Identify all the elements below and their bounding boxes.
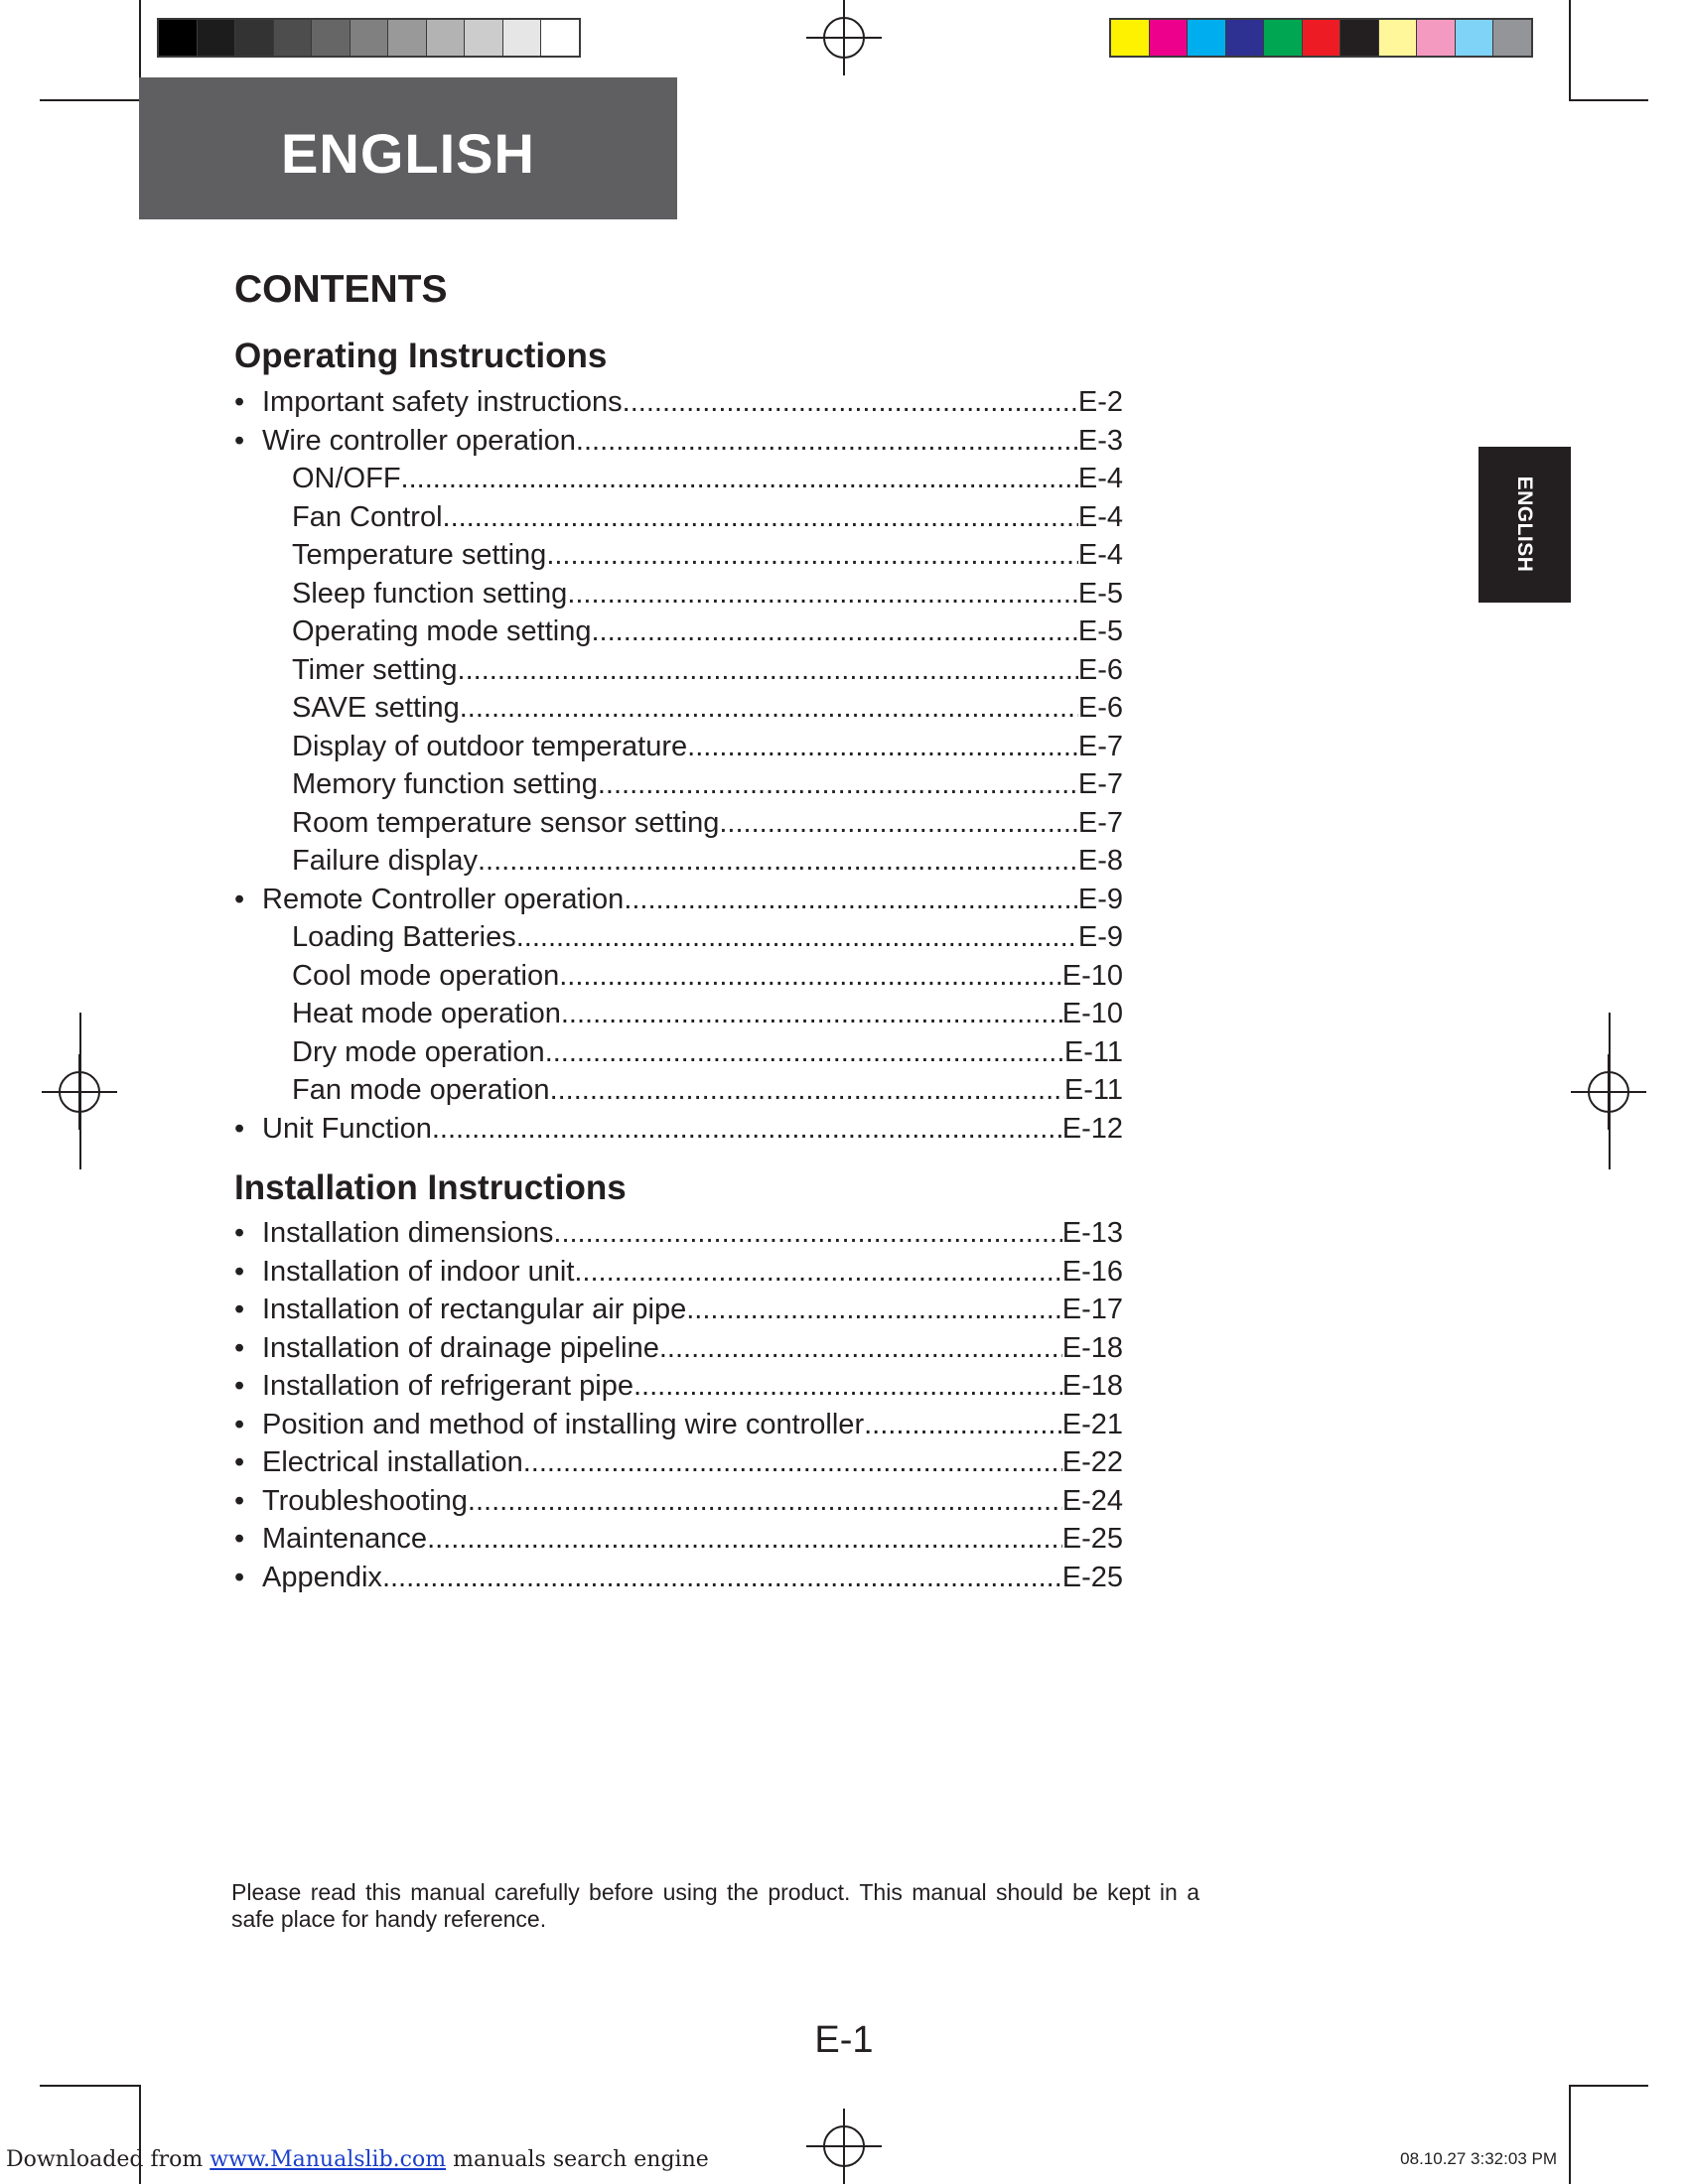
toc-entry-page: E-12 [1061,1112,1123,1145]
toc-entry-label: Installation of refrigerant pipe [262,1370,633,1402]
toc-entry[interactable] [234,1520,1123,1559]
toc-entry[interactable] [234,1443,1123,1482]
toc-entry-label: Important safety instructions [262,386,623,418]
color-swatch [1111,20,1150,56]
toc-entry-label: Heat mode operation [292,998,561,1029]
toc-leader-dots [633,1367,1062,1406]
toc-entry-page: E-4 [1077,463,1123,494]
gray-swatch [159,20,198,56]
toc-entry-label: Installation of drainage pipeline [262,1331,659,1364]
color-swatch [1264,20,1303,56]
toc-entry-label: Appendix [262,1561,382,1593]
color-swatch [1340,20,1379,56]
reading-note: Please read this manual carefully before using the product. This manual should be kept in a safe place for handy reference. [231,1879,1199,1932]
toc-entry[interactable] [234,1253,1123,1292]
toc-entry-page: E-9 [1077,921,1123,953]
color-swatch [1226,20,1265,56]
crop-mark-top-right-h [1569,99,1648,101]
toc-leader-dots [687,728,1078,766]
toc-entry[interactable] [234,460,1123,498]
color-swatch [1188,20,1226,56]
toc-leader-dots [719,804,1077,843]
toc-entry[interactable] [234,881,1123,919]
toc-leader-dots [478,842,1078,881]
gray-swatch [427,20,466,56]
toc-entry-label: Failure display [292,845,478,877]
toc-entry-page: E-17 [1061,1294,1123,1325]
crop-mark-bottom-right-h [1569,2085,1648,2087]
color-swatch [1493,20,1531,56]
toc-entry-label: Installation dimensions [262,1217,554,1249]
toc-leader-dots [864,1406,1062,1444]
toc-entry[interactable] [234,689,1123,728]
toc-leader-dots [567,575,1078,614]
toc-entry-page: E-21 [1061,1408,1123,1440]
toc-entry[interactable] [234,575,1123,614]
toc-entry-label: Fan Control [292,500,443,533]
bullet-icon: • [234,1523,245,1555]
toc-entry-label: Remote Controller operation [262,883,625,915]
gray-swatch [388,20,427,56]
color-swatch [1150,20,1189,56]
toc-entry[interactable] [234,383,1123,422]
gray-swatch [541,20,579,56]
toc-leader-dots [427,1520,1062,1559]
toc-entry-page: E-4 [1077,539,1123,571]
toc-entry[interactable] [234,498,1123,537]
language-side-tab [1478,447,1571,603]
toc-entry[interactable] [234,1291,1123,1329]
toc-leader-dots [458,651,1078,690]
toc-entry-label: SAVE setting [292,692,460,724]
crop-mark-bottom-right-v [1569,2085,1571,2184]
toc-leader-dots [382,1559,1062,1597]
toc-leader-dots [623,383,1078,422]
color-swatch [1379,20,1418,56]
toc-entry[interactable] [234,1559,1123,1597]
page-number: E-1 [814,2019,874,2061]
toc-entry-label: Maintenance [262,1523,428,1555]
toc-entry-label: Memory function setting [292,768,598,800]
toc-entry-page: E-7 [1077,768,1123,800]
toc-entry-page: E-18 [1061,1331,1123,1364]
footer-prefix: Downloaded from [6,2147,211,2172]
toc-entry-page: E-5 [1077,577,1123,610]
toc-entry-label: Room temperature sensor setting [292,806,720,839]
toc-entry[interactable] [234,651,1123,690]
side-tab-label: ENGLISH [1513,476,1536,573]
toc-entry-page: E-9 [1077,883,1123,915]
toc-entry-page: E-6 [1077,692,1123,724]
toc-entry-label: ON/OFF [292,463,401,494]
toc-leader-dots [561,995,1062,1033]
toc-entry-page: E-16 [1061,1255,1123,1288]
toc-leader-dots [546,536,1078,575]
toc-operating-instructions [234,383,1123,1148]
gray-swatch [235,20,274,56]
toc-entry-page: E-8 [1077,845,1123,877]
registration-mark-bottom [806,2109,882,2184]
toc-leader-dots [598,765,1078,804]
bullet-icon: • [234,1217,245,1249]
footer-link[interactable]: www.Manualslib.com [210,2147,447,2172]
toc-entry-page: E-22 [1061,1446,1123,1478]
toc-entry[interactable] [234,728,1123,766]
color-swatch [1303,20,1341,56]
footer-timestamp: 08.10.27 3:32:03 PM [1400,2149,1557,2168]
registration-mark-top [806,0,882,75]
toc-entry-page: E-13 [1061,1217,1123,1249]
bullet-icon: • [234,1484,245,1517]
toc-entry[interactable] [234,1214,1123,1253]
gray-swatch [198,20,236,56]
toc-entry[interactable] [234,918,1123,957]
gray-swatch [312,20,351,56]
toc-leader-dots [624,881,1078,919]
toc-leader-dots [468,1482,1062,1521]
toc-leader-dots [523,1443,1062,1482]
crop-mark-bottom-left-h [40,2085,141,2087]
grayscale-bar [157,18,581,58]
toc-leader-dots [460,689,1078,728]
color-swatch [1417,20,1456,56]
toc-entry-page: E-10 [1061,998,1123,1029]
toc-entry-label: Wire controller operation [262,424,576,457]
bullet-icon: • [234,424,245,457]
gray-swatch [465,20,503,56]
section-heading-operating: Operating Instructions [234,337,608,375]
toc-entry-label: Loading Batteries [292,921,516,953]
toc-entry-label: Position and method of installing wire controller [262,1408,865,1440]
toc-leader-dots [550,1071,1064,1110]
bullet-icon: • [234,1561,245,1593]
toc-entry-page: E-7 [1077,806,1123,839]
toc-entry-label: Dry mode operation [292,1035,545,1068]
bullet-icon: • [234,1112,245,1145]
footer-suffix: manuals search engine [446,2147,709,2172]
gray-swatch [351,20,389,56]
language-banner [139,77,677,219]
toc-leader-dots [591,613,1077,651]
toc-leader-dots [659,1329,1062,1368]
toc-leader-dots [686,1291,1062,1329]
toc-entry[interactable] [234,422,1123,461]
bullet-icon: • [234,1255,245,1288]
toc-entry-page: E-7 [1077,730,1123,762]
registration-line-left [79,1013,81,1169]
contents-title: CONTENTS [234,268,448,311]
toc-entry[interactable] [234,613,1123,651]
toc-leader-dots [432,1110,1062,1149]
toc-entry-label: Temperature setting [292,539,547,571]
toc-entry-page: E-25 [1061,1523,1123,1555]
toc-entry-page: E-11 [1063,1035,1123,1068]
toc-entry[interactable] [234,842,1123,881]
toc-entry[interactable] [234,536,1123,575]
banner-title: ENGLISH [281,122,535,185]
toc-entry-label: Troubleshooting [262,1484,468,1517]
toc-entry[interactable] [234,765,1123,804]
toc-entry-label: Cool mode operation [292,959,560,992]
bullet-icon: • [234,1331,245,1364]
toc-entry[interactable] [234,957,1123,996]
toc-entry[interactable] [234,1482,1123,1521]
footer-download-note [6,2147,709,2172]
toc-entry[interactable] [234,1329,1123,1368]
bullet-icon: • [234,1408,245,1440]
toc-entry[interactable] [234,1367,1123,1406]
bullet-icon: • [234,386,245,418]
toc-entry[interactable] [234,995,1123,1033]
toc-entry-page: E-25 [1061,1561,1123,1593]
color-bar [1109,18,1533,58]
toc-leader-dots [443,498,1078,537]
toc-entry-label: Installation of rectangular air pipe [262,1294,687,1325]
bullet-icon: • [234,883,245,915]
crop-mark-top-right-v [1569,0,1571,101]
section-heading-installation: Installation Instructions [234,1168,627,1207]
toc-entry-page: E-18 [1061,1370,1123,1402]
toc-entry-page: E-10 [1061,959,1123,992]
bullet-icon: • [234,1370,245,1402]
toc-entry-page: E-11 [1063,1074,1123,1106]
toc-entry-label: Operating mode setting [292,615,592,647]
color-swatch [1456,20,1494,56]
toc-entry-page: E-3 [1077,424,1123,457]
toc-entry-label: Display of outdoor temperature [292,730,688,762]
toc-entry-label: Electrical installation [262,1446,523,1478]
toc-leader-dots [559,957,1062,996]
toc-entry-label: Installation of indoor unit [262,1255,575,1288]
registration-line-right [1609,1013,1611,1169]
toc-entry[interactable] [234,1110,1123,1149]
toc-entry-page: E-24 [1061,1484,1123,1517]
toc-entry-page: E-4 [1077,500,1123,533]
toc-entry-page: E-2 [1077,386,1123,418]
toc-entry-label: Fan mode operation [292,1074,550,1106]
bullet-icon: • [234,1294,245,1325]
toc-entry-label: Unit Function [262,1112,432,1145]
toc-leader-dots [553,1214,1061,1253]
toc-entry[interactable] [234,1071,1123,1110]
toc-leader-dots [516,918,1078,957]
toc-entry[interactable] [234,804,1123,843]
toc-leader-dots [574,1253,1061,1292]
toc-entry-label: Timer setting [292,653,458,686]
gray-swatch [274,20,313,56]
gray-swatch [503,20,542,56]
toc-leader-dots [576,422,1078,461]
toc-entry-label: Sleep function setting [292,577,568,610]
toc-entry-page: E-5 [1077,615,1123,647]
toc-leader-dots [401,460,1078,498]
toc-installation-instructions [234,1214,1123,1596]
toc-entry-page: E-6 [1077,653,1123,686]
toc-leader-dots [545,1033,1064,1072]
bullet-icon: • [234,1446,245,1478]
toc-entry[interactable] [234,1033,1123,1072]
toc-entry[interactable] [234,1406,1123,1444]
